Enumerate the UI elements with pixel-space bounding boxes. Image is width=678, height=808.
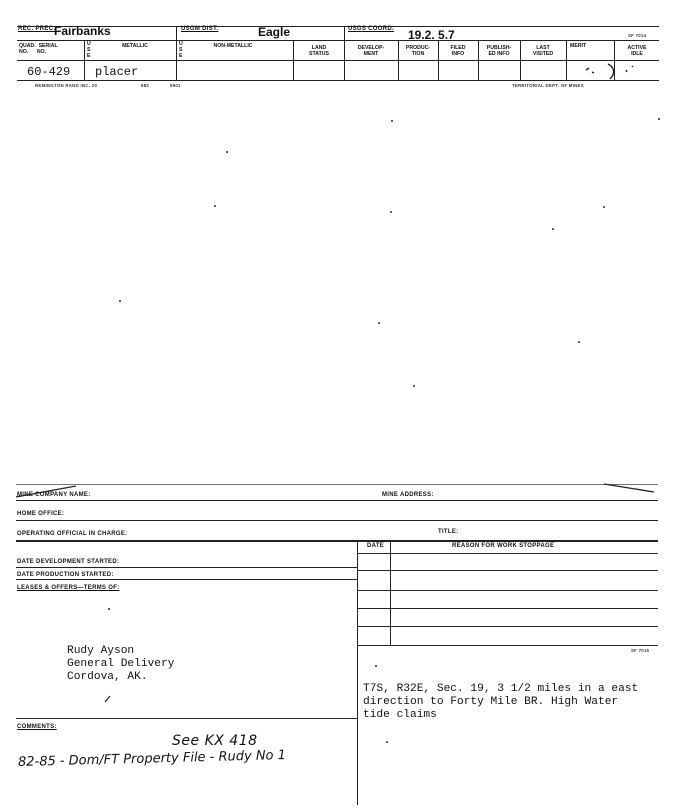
- rule-dev-started: [16, 567, 357, 568]
- title-label: TITLE:: [438, 529, 459, 535]
- usgm-dist-label: USGM DIST.: [181, 26, 219, 32]
- col-development: DEVELOP- MENT: [357, 45, 385, 57]
- table-row-rule: [357, 608, 658, 609]
- location-line-3: tide claims: [363, 709, 437, 721]
- rule-operating-official: [16, 540, 658, 542]
- divider-merit: [566, 40, 567, 80]
- scan-speck: [603, 206, 605, 208]
- dept-label: TERRITORIAL DEPT. OF MINES: [512, 83, 584, 88]
- scan-speck: [552, 228, 554, 230]
- scan-speck: [578, 341, 580, 343]
- table-bottom-rule: [357, 645, 658, 646]
- col-nonmetallic: NON-METALLIC: [213, 43, 253, 49]
- location-line-2: direction to Forty Mile BR. High Water: [363, 696, 619, 708]
- rec-prec-label: REC. PREC.: [18, 26, 56, 32]
- printer-label: REMINGTON RAND INC. 20: [35, 83, 98, 88]
- rule-prod-started: [16, 579, 357, 580]
- printer-code-2: 5501: [170, 83, 181, 88]
- columns-bottom-rule: [17, 60, 659, 61]
- merit-scribble-mark: [580, 60, 660, 84]
- table-row-rule: [357, 570, 658, 571]
- contact-name: Rudy Ayson: [67, 645, 135, 657]
- scan-speck: [214, 205, 216, 207]
- columns-top-rule: [17, 40, 659, 41]
- serial-number: 60-429: [27, 65, 71, 79]
- divider-land: [293, 40, 294, 80]
- home-office-label: HOME OFFICE:: [17, 511, 65, 517]
- scan-speck: [390, 211, 392, 213]
- col-merit: MERIT: [570, 43, 587, 49]
- divider-usgm: [176, 26, 177, 80]
- table-row-rule: [357, 626, 658, 627]
- lower-top-strokes: [14, 476, 664, 500]
- usgm-dist-value: Eagle: [258, 25, 291, 39]
- scan-speck: [391, 120, 393, 122]
- divider-serial: [84, 40, 85, 80]
- col-metallic: METALLIC: [122, 43, 148, 49]
- table-header-rule: [357, 553, 658, 554]
- scan-speck: [658, 118, 660, 120]
- table-left-border: [357, 540, 358, 645]
- rule-home-office: [16, 520, 658, 521]
- scan-speck: [386, 741, 388, 743]
- reason-column-header: REASON FOR WORK STOPPAGE: [452, 543, 555, 549]
- usgs-coord-label: USGS COORD.: [348, 26, 394, 32]
- date-column-header: DATE: [367, 543, 385, 549]
- scan-speck: [413, 385, 415, 387]
- contact-city: Cordova, AK.: [67, 671, 148, 683]
- mine-company-name-label: MINE COMPANY NAME:: [17, 492, 91, 498]
- form-code: SF 7014: [628, 33, 647, 38]
- lower-vertical-divider: [357, 645, 358, 805]
- col-filed-info: FILED INFO: [450, 45, 466, 57]
- leases-label: LEASES & OFFERS—TERMS OF:: [17, 585, 120, 591]
- usgs-coord-value: 19.2. 5.7: [408, 28, 455, 42]
- contact-address: General Delivery: [67, 658, 175, 670]
- col-active-idle: ACTIVE IDLE: [627, 45, 647, 57]
- col-published-info: PUBLISH- ED INFO: [486, 45, 512, 57]
- rule-mine-company: [16, 500, 658, 501]
- header-bottom-rule: [17, 26, 659, 27]
- date-dev-started-label: DATE DEVELOPMENT STARTED:: [17, 559, 120, 565]
- scan-speck: [226, 151, 228, 153]
- col-nonmetallic-use: U S E: [179, 41, 183, 59]
- col-quad-serial: QUAD. SERIAL NO. NO.: [19, 43, 58, 55]
- metallic-value: placer: [95, 65, 139, 79]
- col-last-visited: LAST VISITED: [532, 45, 554, 57]
- operating-official-label: OPERATING OFFICIAL IN CHARGE:: [17, 531, 128, 537]
- tick-mark: [103, 694, 113, 704]
- rec-prec-value: Fairbanks: [54, 24, 111, 38]
- rule-comments-top: [16, 718, 357, 719]
- printer-code-1: 882: [141, 83, 150, 88]
- table-date-divider: [390, 540, 391, 645]
- scan-speck: [378, 322, 380, 324]
- scan-speck: [108, 608, 110, 610]
- date-prod-started-label: DATE PRODUCTION STARTED:: [17, 572, 114, 578]
- handwritten-see-ref: See KX 418: [172, 733, 258, 749]
- handwritten-comment: 82-85 - Dom/FT Property File - Rudy No 1: [17, 747, 287, 770]
- col-land-status: LAND STATUS: [309, 45, 329, 57]
- mine-address-label: MINE ADDRESS:: [382, 492, 434, 498]
- divider-usgs: [344, 26, 345, 80]
- form-code-2: SF 7015: [631, 648, 650, 653]
- table-row-rule: [357, 590, 658, 591]
- location-line-1: T7S, R32E, Sec. 19, 3 1/2 miles in a east: [363, 683, 639, 695]
- scan-speck: [119, 300, 121, 302]
- scan-speck: [375, 665, 377, 667]
- comments-label: COMMENTS:: [17, 724, 57, 730]
- col-metallic-use: U S E: [87, 41, 91, 59]
- row-bottom-rule: [17, 80, 659, 81]
- col-production: PRODUC- TION: [405, 45, 431, 57]
